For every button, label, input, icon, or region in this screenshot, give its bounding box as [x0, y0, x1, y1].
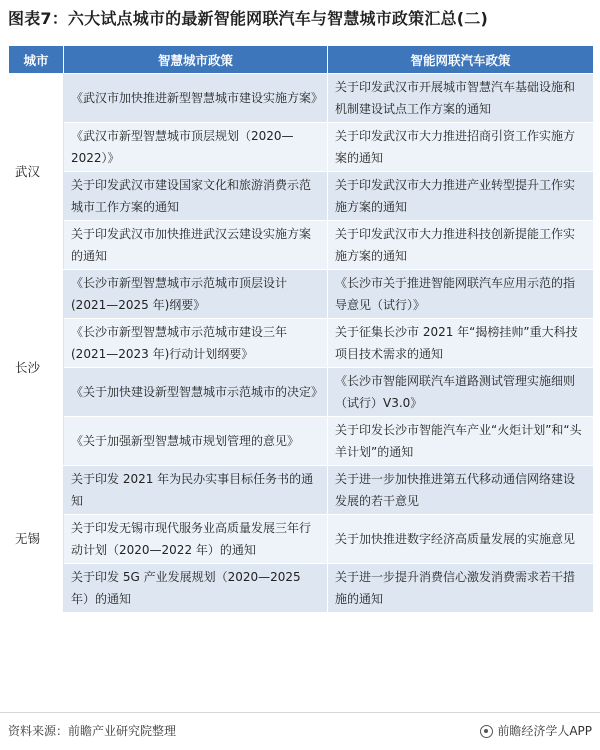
- icv-policy-cell: 关于加快推进数字经济高质量发展的实施意见: [328, 515, 594, 564]
- icv-policy-cell: 《长沙市关于推进智能网联汽车应用示范的指导意见（试行）》: [328, 270, 594, 319]
- table-row: [9, 417, 594, 466]
- source-note: 资料来源：前瞻产业研究院整理: [8, 724, 177, 738]
- table-row: [9, 319, 594, 368]
- smart-city-policy-cell: 《关于加强新型智慧城市规划管理的意见》: [64, 417, 328, 466]
- smart-city-policy-cell: 关于印发 5G 产业发展规划（2020—2025 年）的通知: [64, 564, 328, 613]
- header-icv-policy: 智能网联汽车政策: [328, 46, 594, 74]
- table-row: [9, 368, 594, 417]
- icv-policy-cell: 关于印发武汉市开展城市智慧汽车基础设施和机制建设试点工作方案的通知: [328, 74, 594, 123]
- smart-city-policy-cell: 《长沙市新型智慧城市示范城市顶层设计(2021—2025 年)纲要》: [64, 270, 328, 319]
- table-row: [9, 123, 594, 172]
- table-row: [9, 564, 594, 613]
- table-row: [9, 270, 594, 319]
- brand-label: 前瞻经济学人APP: [497, 724, 592, 738]
- smart-city-policy-cell: 关于印发武汉市建设国家文化和旅游消费示范城市工作方案的通知: [64, 172, 328, 221]
- brand-credit: [480, 722, 592, 739]
- footer: [0, 712, 600, 750]
- city-cell: 无锡: [9, 466, 64, 613]
- header-smart-city-policy: 智慧城市政策: [64, 46, 328, 74]
- icv-policy-cell: 关于征集长沙市 2021 年“揭榜挂帅”重大科技项目技术需求的通知: [328, 319, 594, 368]
- table-row: [9, 466, 594, 515]
- icv-policy-cell: 关于印发长沙市智能汽车产业“火炬计划”和“头羊计划”的通知: [328, 417, 594, 466]
- smart-city-policy-cell: 关于印发无锡市现代服务业高质量发展三年行动计划（2020—2022 年）的通知: [64, 515, 328, 564]
- icv-policy-cell: 关于印发武汉市大力推进科技创新提能工作实施方案的通知: [328, 221, 594, 270]
- icv-policy-cell: 《长沙市智能网联汽车道路测试管理实施细则（试行）V3.0》: [328, 368, 594, 417]
- table-row: [9, 515, 594, 564]
- icv-policy-cell: 关于进一步提升消费信心激发消费需求若干措施的通知: [328, 564, 594, 613]
- table-row: [9, 74, 594, 123]
- icv-policy-cell: 关于印发武汉市大力推进招商引资工作实施方案的通知: [328, 123, 594, 172]
- city-cell: 长沙: [9, 270, 64, 466]
- table-row: [9, 221, 594, 270]
- smart-city-policy-cell: 《武汉市加快推进新型智慧城市建设实施方案》: [64, 74, 328, 123]
- chart-title: 图表7：六大试点城市的最新智能网联汽车与智慧城市政策汇总(二): [8, 9, 488, 28]
- icv-policy-cell: 关于进一步加快推进第五代移动通信网络建设发展的若干意见: [328, 466, 594, 515]
- smart-city-policy-cell: 《长沙市新型智慧城市示范城市建设三年(2021—2023 年)行动计划纲要》: [64, 319, 328, 368]
- policy-table: [8, 45, 594, 613]
- table-row: [9, 172, 594, 221]
- smart-city-policy-cell: 《武汉市新型智慧城市顶层规划（2020—2022）》: [64, 123, 328, 172]
- header-city: 城市: [9, 46, 64, 74]
- city-cell: 武汉: [9, 74, 64, 270]
- smart-city-policy-cell: 关于印发 2021 年为民办实事目标任务书的通知: [64, 466, 328, 515]
- eye-logo-icon: [480, 725, 493, 738]
- smart-city-policy-cell: 关于印发武汉市加快推进武汉云建设实施方案的通知: [64, 221, 328, 270]
- smart-city-policy-cell: 《关于加快建设新型智慧城市示范城市的决定》: [64, 368, 328, 417]
- table-header-row: [9, 46, 594, 74]
- icv-policy-cell: 关于印发武汉市大力推进产业转型提升工作实施方案的通知: [328, 172, 594, 221]
